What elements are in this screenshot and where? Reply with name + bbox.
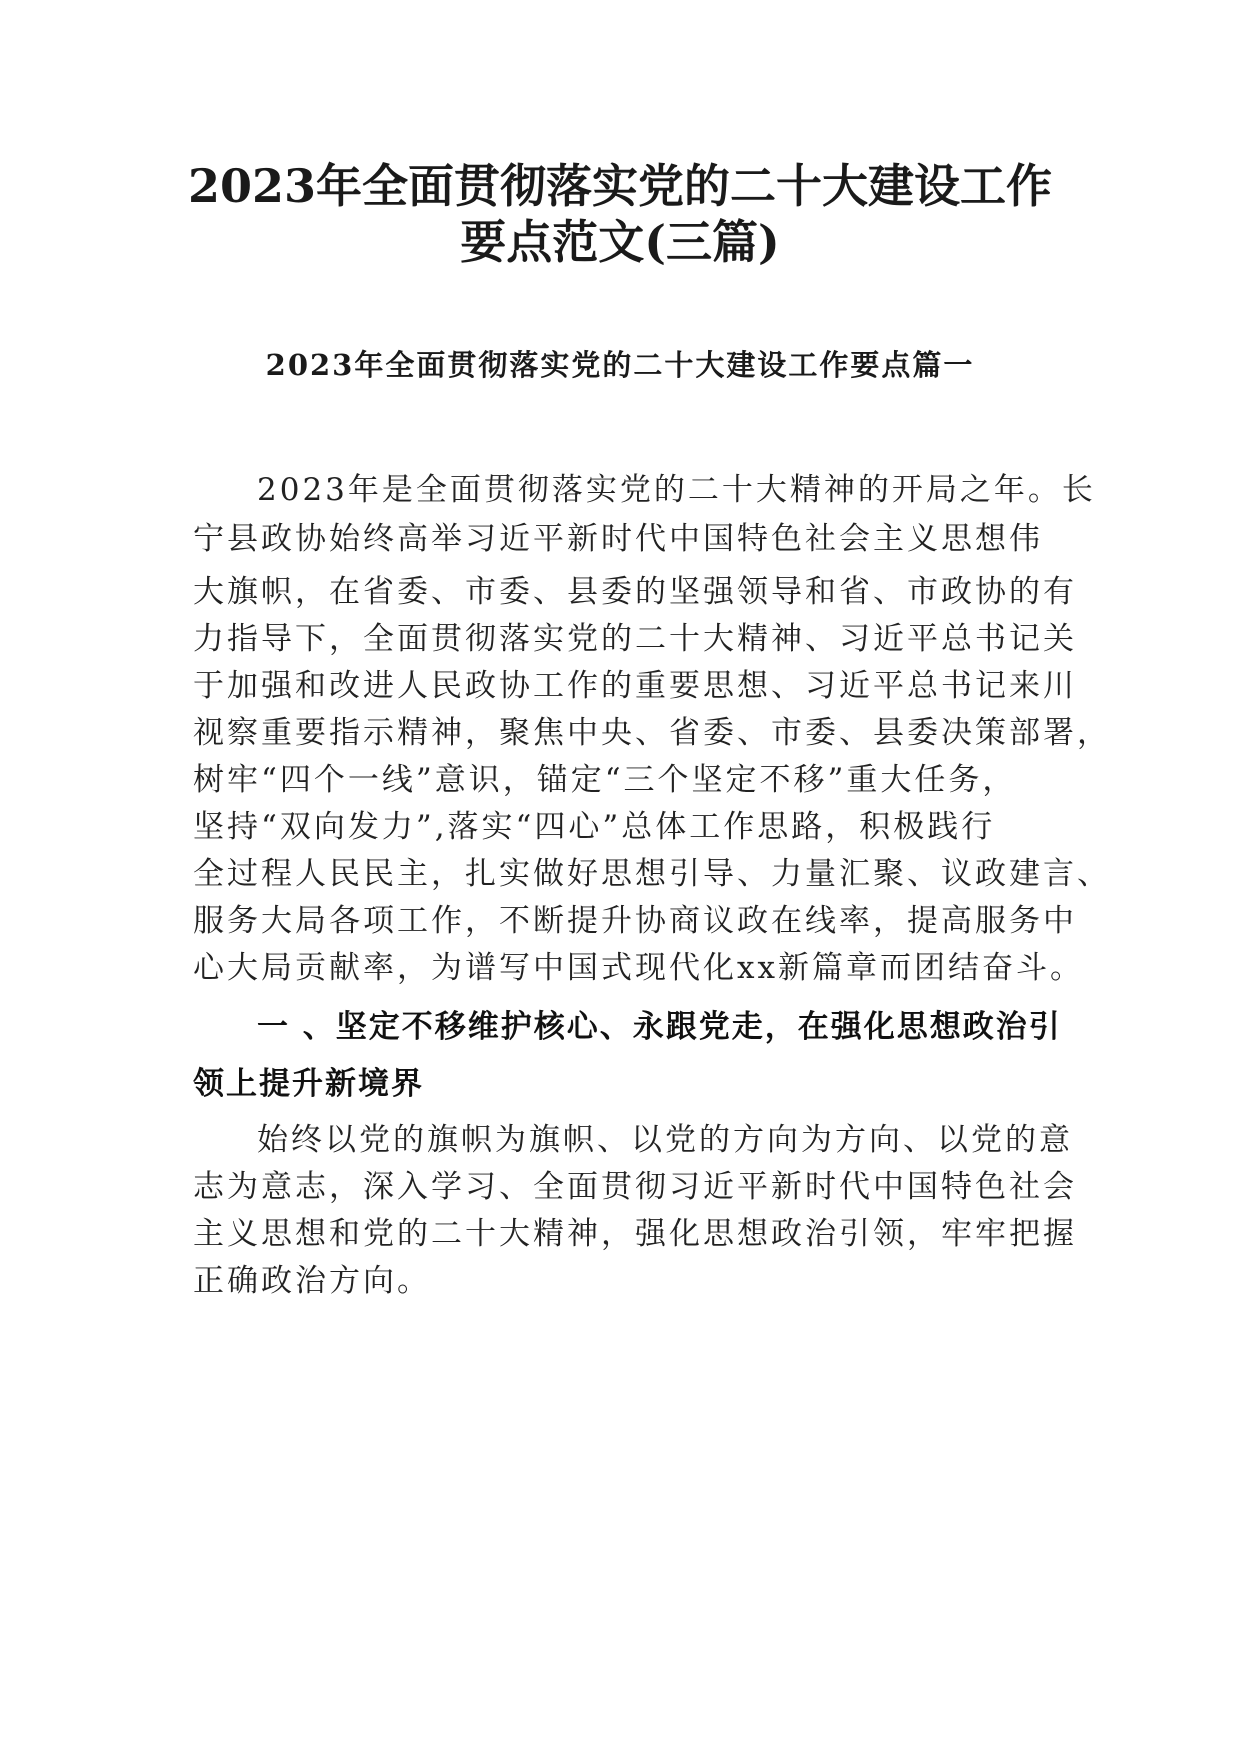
- paragraph-line: 主义思想和党的二十大精神，强化思想政治引领，牢牢把握: [193, 1216, 1077, 1252]
- document-title-line-1: 2023年全面贯彻落实党的二十大建设工作: [187, 159, 1053, 213]
- paragraph-line: 树牢“四个一线”意识，锚定“三个坚定不移”重大任务，: [193, 762, 1017, 798]
- paragraph-line: 心大局贡献率，为谱写中国式现代化xx新篇章而团结奋斗。: [193, 950, 1084, 986]
- heading-line: 一 、坚定不移维护核心、永跟党走，在强化思想政治引: [257, 1009, 1062, 1045]
- paragraph-line: 2023年是全面贯彻落实党的二十大精神的开局之年。长: [257, 472, 1096, 508]
- paragraph-line: 宁县政协始终高举习近平新时代中国特色社会主义思想伟: [193, 521, 1043, 557]
- paragraph-line: 志为意志，深入学习、全面贯彻习近平新时代中国特色社会: [193, 1169, 1077, 1205]
- paragraph-line: 全过程人民民主，扎实做好思想引导、力量汇聚、议政建言、: [193, 856, 1111, 892]
- paragraph-line: 始终以党的旗帜为旗帜、以党的方向为方向、以党的意: [257, 1122, 1073, 1158]
- paragraph-line: 服务大局各项工作，不断提升协商议政在线率，提高服务中: [193, 903, 1077, 939]
- paragraph-line: 正确政治方向。: [193, 1263, 431, 1299]
- document-title-line-2: 要点范文(三篇): [460, 215, 780, 269]
- section-title: 2023年全面贯彻落实党的二十大建设工作要点篇一: [265, 348, 975, 382]
- paragraph-line: 大旗帜，在省委、市委、县委的坚强领导和省、市政协的有: [193, 574, 1077, 610]
- paragraph-line: 坚持“双向发力”,落实“四心”总体工作思路，积极践行: [193, 809, 996, 845]
- paragraph-line: 力指导下，全面贯彻落实党的二十大精神、习近平总书记关: [193, 621, 1077, 657]
- paragraph-line: 于加强和改进人民政协工作的重要思想、习近平总书记来川: [193, 668, 1077, 704]
- paragraph-line: 视察重要指示精神，聚焦中央、省委、市委、县委决策部署，: [193, 715, 1111, 751]
- heading-line: 领上提升新境界: [193, 1066, 424, 1102]
